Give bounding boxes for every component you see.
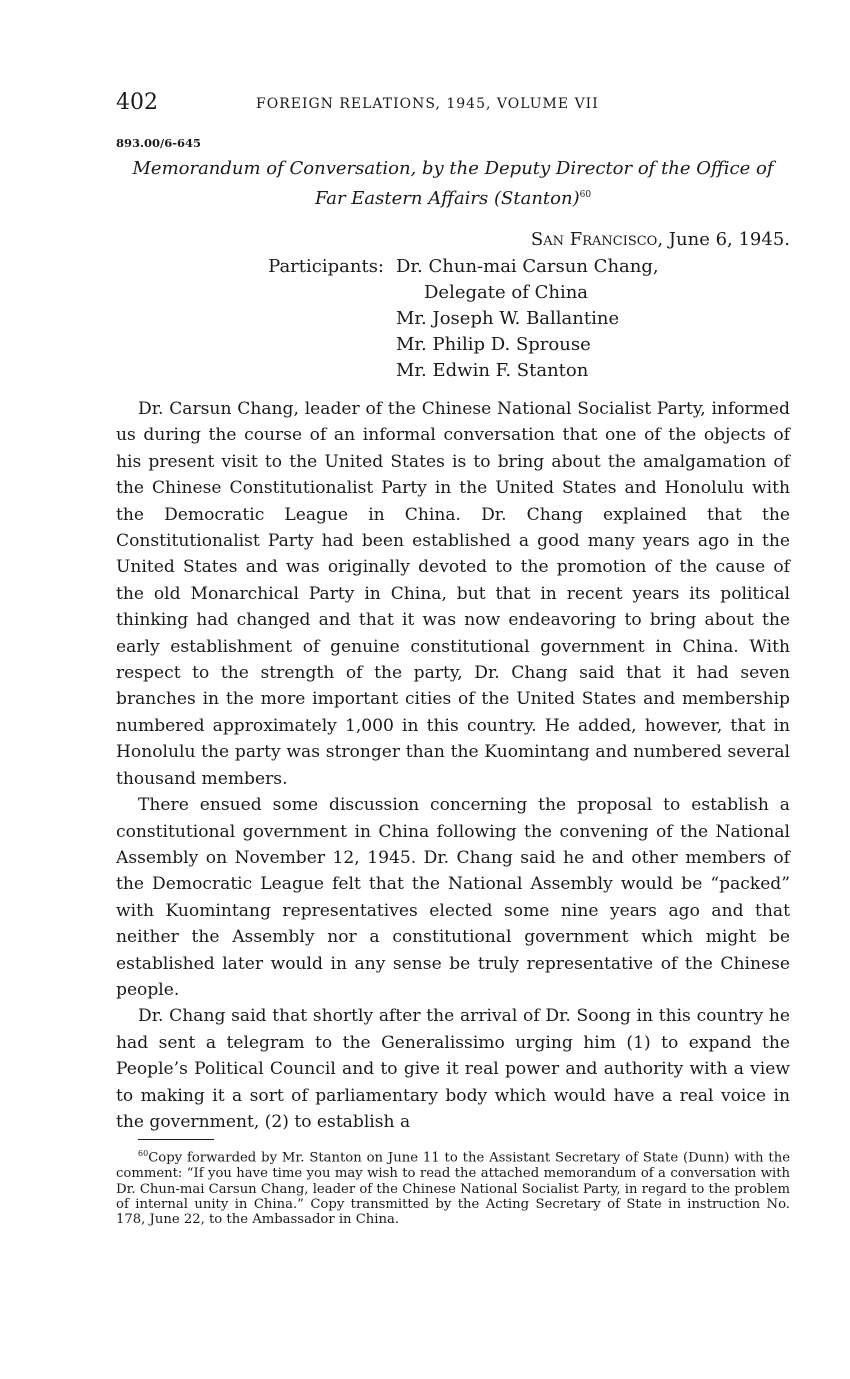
page-number: 402 [116,90,158,115]
paragraph: Dr. Carsun Chang, leader of the Chinese National Socialist Party, informed us during the course of an informal conversation that one of the objects of his present visit to the United States is to bring about the amalgamation of the Chinese Constitutionalist Party in the United States and Honolulu with the Democratic League in China. Dr. Chang explained that the Constitutionalist Party had been established a good many years ago in the United States and was originally devoted to the promotion of the cause of the old Monarchical Party in China, but that in recent years its political thinking had changed and that it was now endeavoring to bring about the early establishment of genuine constitutional government in China. With respect to the strength of the party, Dr. Chang said that it had seven branches in the more important cities of the United States and membership numbered approximately 1,000 in this country. He added, however, that in Honolulu the party was stronger than the Kuomintang and numbered several thousand members. [116,399,790,789]
participants-label: Participants: [268,256,384,277]
dateline [116,226,790,254]
participant-entry: Mr. Edwin F. Stanton [396,360,589,381]
footnote-marker: 60 [138,1149,149,1159]
title-footnote-ref: 60 [579,190,592,200]
participant-entry: Dr. Chun-mai Carsun Chang, [396,256,659,277]
running-title: FOREIGN RELATIONS, 1945, VOLUME VII [256,96,599,112]
paragraph: There ensued some discussion concerning the proposal to establish a constitutional government in China following the convening of the National Assembly on November 12, 1945. Dr. Chang said he and other members of the Democratic League felt that the National Assembly would be “packed” with Kuomintang representatives elected some nine years ago and that neither the Assembly nor a constitutional government which might be established later would in any sense be truly representative of the Chinese people. [116,795,790,1000]
participant-entry: Delegate of China [424,282,589,303]
participants-list [396,254,790,384]
document-title [116,156,790,212]
file-number: 893.00/6-645 [116,136,201,150]
participant-entry: Mr. Philip D. Sprouse [396,334,591,355]
footnote [116,1146,790,1227]
dateline-date: , June 6, 1945. [657,229,790,250]
footnote-rule [138,1139,214,1140]
page-content [116,88,790,1228]
participants-block [116,254,790,384]
document-title-text: Memorandum of Conversation, by the Deputy Director of the Office of Far Eastern Affairs (Stanton) [132,158,774,209]
participant-entry: Mr. Joseph W. Ballantine [396,308,620,329]
body-text [116,396,790,1135]
dateline-place: San Francisco [530,229,658,250]
paragraph: Dr. Chang said that shortly after the arrival of Dr. Soong in this country he had sent a telegram to the Generalissimo urging him (1) to expand the People’s Political Council and to give it real power and authority with a view to making it a sort of parliamentary body which would have a real voice in the government, (2) to establish a [116,1006,790,1132]
footnote-text: Copy forwarded by Mr. Stanton on June 11 to the Assistant Secretary of State (Dunn) with the comment: “If you have time you may wish to read the attached memorandum of a conversation with Dr. Chun-mai Carsun Chang, leader of the Chinese National Socialist Party, in regard to the problem of internal unity in China.” Copy transmitted by the Acting Secretary of State in instruction No. 178, June 22, to the Ambassador in China. [116,1150,790,1228]
running-header [116,88,790,124]
